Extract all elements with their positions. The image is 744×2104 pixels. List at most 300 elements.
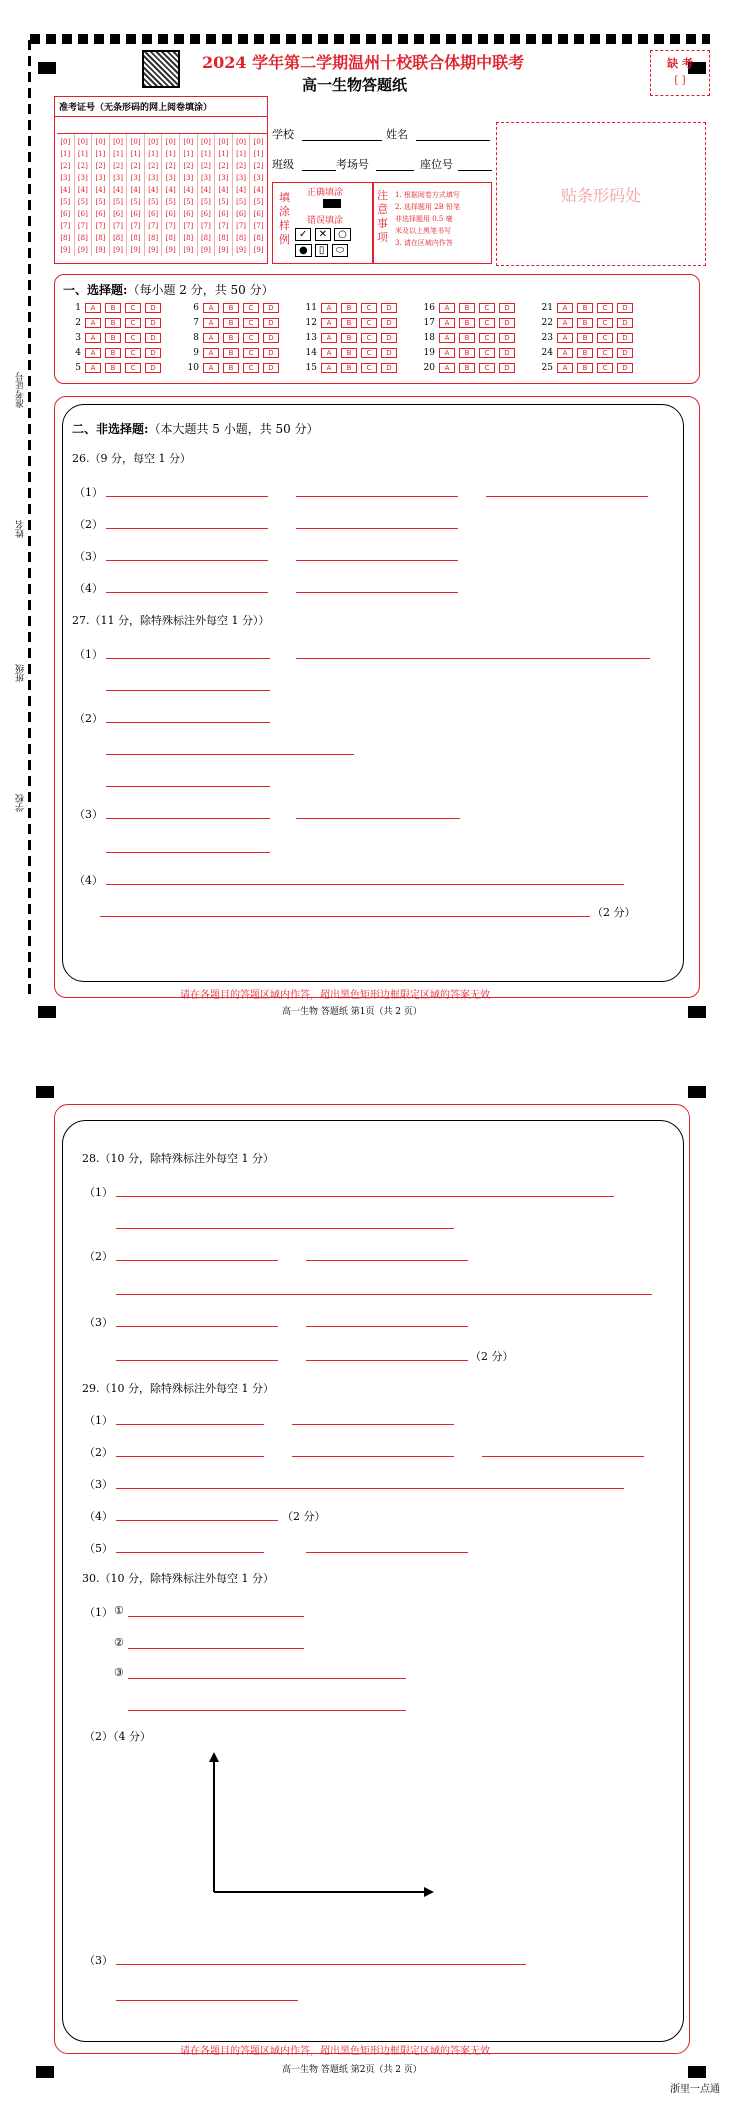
choice-option[interactable]: D [263, 303, 279, 313]
exam-id-digit[interactable]: [0] [253, 138, 264, 146]
choice-option[interactable]: B [223, 363, 239, 373]
choice-option[interactable]: C [479, 348, 495, 358]
choice-option[interactable]: B [577, 333, 593, 343]
exam-id-digit[interactable]: [5] [236, 198, 247, 206]
exam-id-digit[interactable]: [3] [236, 174, 247, 182]
choice-option[interactable]: A [85, 363, 101, 373]
answer-line[interactable] [306, 1360, 468, 1361]
choice-option[interactable]: C [479, 303, 495, 313]
exam-id-digit[interactable]: [8] [113, 234, 123, 242]
exam-id-digit[interactable]: [2] [200, 162, 211, 170]
answer-line[interactable] [106, 818, 270, 819]
choice-option[interactable]: B [577, 318, 593, 328]
choice-option[interactable]: C [243, 303, 259, 313]
choice-option[interactable]: A [439, 303, 455, 313]
exam-id-digit[interactable]: [0] [60, 138, 71, 146]
exam-id-digit[interactable]: [6] [236, 210, 247, 218]
choice-option[interactable]: B [223, 318, 239, 328]
choice-option[interactable]: A [439, 333, 455, 343]
q28-part-1: （1） [84, 1186, 113, 1199]
choice-option[interactable]: A [321, 348, 337, 358]
q27-part-2: （2） [74, 712, 103, 725]
choice-question [419, 363, 519, 373]
choice-option[interactable]: C [479, 318, 495, 328]
answer-line[interactable] [128, 1648, 304, 1649]
exam-id-digit[interactable]: [2] [130, 162, 141, 170]
exam-id-digit[interactable]: [1] [236, 150, 247, 158]
exam-id-digit[interactable]: [5] [60, 198, 71, 206]
question-number: 3 [75, 333, 81, 343]
choice-option[interactable]: D [499, 333, 515, 343]
name-label: 姓名 [386, 128, 408, 141]
exam-id-digit[interactable]: [6] [113, 210, 123, 218]
exam-id-digit[interactable]: [7] [60, 222, 71, 230]
choice-option[interactable]: D [145, 333, 161, 343]
exam-id-digit[interactable]: [9] [113, 246, 123, 254]
choice-option[interactable]: D [263, 318, 279, 328]
exam-id-digit[interactable]: [4] [165, 186, 176, 194]
choice-option[interactable]: C [479, 333, 495, 343]
choice-option[interactable]: D [263, 363, 279, 373]
choice-option[interactable]: A [85, 348, 101, 358]
exam-id-column [198, 134, 216, 256]
exam-id-digit[interactable]: [9] [253, 246, 264, 254]
choice-option[interactable]: A [203, 303, 219, 313]
exam-id-digit[interactable]: [1] [113, 150, 123, 158]
answer-line[interactable] [482, 1456, 644, 1457]
choice-option[interactable]: B [223, 333, 239, 343]
exam-id-digit[interactable]: [1] [77, 150, 88, 158]
exam-id-digit[interactable]: [3] [130, 174, 141, 182]
exam-id-digit[interactable]: [5] [113, 198, 123, 206]
exam-id-digit[interactable]: [1] [95, 150, 106, 158]
exam-id-digit[interactable]: [4] [60, 186, 71, 194]
choice-option[interactable]: A [439, 318, 455, 328]
exam-id-digit[interactable]: [2] [148, 162, 159, 170]
answer-line[interactable] [116, 1196, 614, 1197]
exam-id-digit[interactable]: [4] [253, 186, 264, 194]
choice-option[interactable]: C [125, 303, 141, 313]
answer-line[interactable] [128, 1616, 304, 1617]
choice-option[interactable]: C [597, 348, 613, 358]
exam-id-digit[interactable]: [8] [130, 234, 141, 242]
answer-line[interactable] [296, 496, 458, 497]
qr-code [142, 50, 180, 88]
choice-option[interactable]: C [125, 348, 141, 358]
choice-option[interactable]: D [145, 348, 161, 358]
choice-option[interactable]: D [381, 318, 397, 328]
exam-id-digit[interactable]: [3] [183, 174, 194, 182]
choice-option[interactable]: A [203, 363, 219, 373]
exam-id-digit[interactable]: [2] [253, 162, 264, 170]
choice-question [537, 363, 637, 373]
choice-option[interactable]: A [85, 333, 101, 343]
exam-id-digit[interactable]: [1] [60, 150, 71, 158]
answer-line[interactable] [296, 818, 460, 819]
choice-option[interactable]: A [557, 363, 573, 373]
answer-line[interactable] [116, 1228, 454, 1229]
choice-option[interactable]: D [145, 363, 161, 373]
answer-line[interactable] [292, 1424, 454, 1425]
choice-option[interactable]: B [105, 303, 121, 313]
choice-option[interactable]: C [361, 348, 377, 358]
choice-option[interactable]: B [105, 363, 121, 373]
exam-id-digit[interactable]: [9] [165, 246, 176, 254]
exam-id-digit[interactable]: [4] [183, 186, 194, 194]
exam-id-digit[interactable]: [9] [183, 246, 194, 254]
exam-id-digit[interactable]: [4] [148, 186, 159, 194]
choice-option[interactable]: A [557, 318, 573, 328]
exam-id-digit[interactable]: [3] [95, 174, 106, 182]
choice-option[interactable]: C [361, 363, 377, 373]
choice-option[interactable]: B [459, 303, 475, 313]
answer-line[interactable] [116, 1552, 264, 1553]
exam-id-digit[interactable]: [3] [113, 174, 123, 182]
choice-option[interactable]: D [617, 318, 633, 328]
exam-id-digit[interactable]: [8] [165, 234, 176, 242]
choice-option[interactable]: A [321, 318, 337, 328]
exam-id-digit[interactable]: [7] [183, 222, 194, 230]
exam-id-digit[interactable]: [4] [77, 186, 88, 194]
q30-circle-1: ① [114, 1604, 124, 1617]
exam-id-digit[interactable]: [4] [236, 186, 247, 194]
exam-id-digit[interactable]: [6] [95, 210, 106, 218]
answer-line[interactable] [296, 560, 458, 561]
exam-id-digit[interactable]: [1] [148, 150, 159, 158]
exam-id-digit[interactable]: [5] [77, 198, 88, 206]
exam-id-digit[interactable]: [7] [165, 222, 176, 230]
exam-id-digit[interactable]: [6] [183, 210, 194, 218]
exam-id-digit[interactable]: [5] [200, 198, 211, 206]
side-label: 准考证号 [16, 372, 26, 408]
exam-id-digit[interactable]: [7] [236, 222, 247, 230]
exam-id-digit[interactable]: [5] [95, 198, 106, 206]
exam-id-digit[interactable]: [8] [236, 234, 247, 242]
choice-option[interactable]: B [105, 318, 121, 328]
choice-option[interactable]: C [479, 363, 495, 373]
exam-id-digit[interactable]: [4] [200, 186, 211, 194]
answer-line[interactable] [116, 1360, 278, 1361]
question-number: 9 [193, 348, 199, 358]
exam-id-digit[interactable]: [8] [148, 234, 159, 242]
q27-part-4: （4） [74, 874, 103, 887]
answer-line[interactable] [128, 1678, 406, 1679]
q30-title: 30.（10 分，除特殊标注外每空 1 分） [82, 1572, 274, 1585]
answer-line[interactable] [100, 916, 590, 917]
exam-id-digit[interactable]: [2] [113, 162, 123, 170]
exam-id-digit[interactable]: [9] [148, 246, 159, 254]
choice-option[interactable]: D [381, 303, 397, 313]
choice-option[interactable]: C [125, 363, 141, 373]
exam-id-digit[interactable]: [1] [218, 150, 229, 158]
exam-id-digit[interactable]: [4] [113, 186, 123, 194]
choice-option[interactable]: B [105, 333, 121, 343]
choice-option[interactable]: A [439, 348, 455, 358]
choice-option[interactable]: D [499, 348, 515, 358]
answer-line[interactable] [116, 1424, 264, 1425]
exam-id-digit[interactable]: [0] [113, 138, 123, 146]
exam-id-digit[interactable]: [2] [236, 162, 247, 170]
exam-id-digit[interactable]: [4] [95, 186, 106, 194]
choice-option[interactable]: C [361, 303, 377, 313]
answer-line[interactable] [106, 496, 268, 497]
choice-option[interactable]: A [203, 318, 219, 328]
choice-option[interactable]: D [263, 333, 279, 343]
choice-option[interactable]: A [203, 348, 219, 358]
choice-option[interactable]: B [577, 303, 593, 313]
answer-line[interactable] [306, 1260, 468, 1261]
choice-option[interactable]: D [381, 363, 397, 373]
choice-option[interactable]: B [341, 318, 357, 328]
choice-option[interactable]: C [361, 318, 377, 328]
exam-id-digit[interactable]: [3] [253, 174, 264, 182]
exam-id-digit[interactable]: [7] [113, 222, 123, 230]
exam-id-digit[interactable]: [5] [253, 198, 264, 206]
answer-line[interactable] [116, 1520, 278, 1521]
choice-option[interactable]: D [617, 303, 633, 313]
exam-id-digit[interactable]: [3] [60, 174, 71, 182]
answer-line[interactable] [106, 528, 268, 529]
choice-option[interactable]: B [223, 303, 239, 313]
choice-option[interactable]: A [557, 333, 573, 343]
exam-id-digit[interactable]: [2] [95, 162, 106, 170]
choice-option[interactable]: C [597, 333, 613, 343]
exam-id-digit[interactable]: [2] [183, 162, 194, 170]
answer-line[interactable] [106, 786, 270, 787]
exam-id-digit[interactable]: [0] [148, 138, 159, 146]
answer-line[interactable] [306, 1552, 468, 1553]
answer-line[interactable] [296, 592, 458, 593]
choice-option[interactable]: A [321, 303, 337, 313]
choice-option[interactable]: B [341, 348, 357, 358]
exam-id-digit[interactable]: [9] [130, 246, 141, 254]
exam-id-digit[interactable]: [1] [183, 150, 194, 158]
answer-line[interactable] [116, 1326, 278, 1327]
exam-id-digit[interactable]: [1] [253, 150, 264, 158]
choice-option[interactable]: B [459, 363, 475, 373]
choice-option[interactable]: C [597, 318, 613, 328]
answer-line[interactable] [306, 1326, 468, 1327]
seat-label: 座位号 [420, 158, 453, 171]
answer-line[interactable] [486, 496, 648, 497]
exam-id-digit[interactable]: [7] [95, 222, 106, 230]
choice-option[interactable]: D [617, 348, 633, 358]
page-footer: 高一生物 答题纸 第1页（共 2 页） [282, 1007, 422, 1017]
choice-option[interactable]: B [341, 303, 357, 313]
choice-question [183, 303, 283, 313]
exam-id-digit[interactable]: [9] [95, 246, 106, 254]
choice-option[interactable]: C [243, 348, 259, 358]
answer-line[interactable] [106, 884, 624, 885]
choice-option[interactable]: A [557, 303, 573, 313]
choice-option[interactable]: C [243, 363, 259, 373]
answer-line[interactable] [106, 852, 270, 853]
page-footer: 高一生物 答题纸 第2页（共 2 页） [282, 2065, 422, 2075]
corner-marker [688, 1006, 706, 1018]
choice-option[interactable]: D [617, 333, 633, 343]
choice-option[interactable]: B [577, 348, 593, 358]
exam-id-column [215, 134, 233, 256]
exam-id-digit[interactable]: [4] [218, 186, 229, 194]
q29-part-2: （2） [84, 1446, 113, 1459]
exam-id-digit[interactable]: [8] [60, 234, 71, 242]
exam-id-digit[interactable]: [6] [77, 210, 88, 218]
choice-option[interactable]: D [499, 318, 515, 328]
answer-line[interactable] [116, 1294, 652, 1295]
exam-id-digit[interactable]: [0] [200, 138, 211, 146]
answer-line[interactable] [106, 560, 268, 561]
exam-id-digit[interactable]: [3] [200, 174, 211, 182]
exam-id-digit[interactable]: [7] [130, 222, 141, 230]
answer-line[interactable] [106, 722, 270, 723]
exam-id-digit[interactable]: [3] [218, 174, 229, 182]
exam-id-digit[interactable]: [9] [60, 246, 71, 254]
absent-box[interactable] [650, 50, 710, 96]
exam-id-digit[interactable]: [7] [200, 222, 211, 230]
choice-option[interactable]: D [145, 318, 161, 328]
absent-checkbox[interactable]: [ ] [674, 75, 686, 86]
choice-option[interactable]: D [499, 303, 515, 313]
answer-line[interactable] [106, 754, 354, 755]
exam-id-digit[interactable]: [9] [218, 246, 229, 254]
exam-id-digit[interactable]: [2] [165, 162, 176, 170]
choice-option[interactable]: B [459, 318, 475, 328]
choice-option[interactable]: B [577, 363, 593, 373]
choice-question [65, 318, 165, 328]
choice-option[interactable]: C [597, 363, 613, 373]
choice-option[interactable]: D [617, 363, 633, 373]
exam-id-digit[interactable]: [7] [77, 222, 88, 230]
exam-id-digit[interactable]: [1] [130, 150, 141, 158]
choice-option[interactable]: D [145, 303, 161, 313]
exam-id-digit[interactable]: [1] [200, 150, 211, 158]
q27-part-1: （1） [74, 648, 103, 661]
choice-option[interactable]: A [321, 363, 337, 373]
answer-line[interactable] [106, 690, 270, 691]
choice-option[interactable]: B [105, 348, 121, 358]
choice-option[interactable]: C [361, 333, 377, 343]
choice-option[interactable]: A [85, 303, 101, 313]
choice-option[interactable]: C [243, 333, 259, 343]
page-subtitle: 高一生物答题纸 [302, 76, 408, 94]
correct-fill-mark [323, 199, 341, 208]
blank-axes[interactable] [200, 1752, 440, 1902]
exam-id-digit[interactable]: [3] [148, 174, 159, 182]
answer-line[interactable] [106, 658, 270, 659]
answer-line[interactable] [296, 658, 650, 659]
exam-id-digit[interactable]: [2] [60, 162, 71, 170]
exam-id-digit[interactable]: [8] [218, 234, 229, 242]
answer-line[interactable] [116, 1964, 526, 1965]
exam-id-digit[interactable]: [0] [77, 138, 88, 146]
exam-id-digit[interactable]: [7] [253, 222, 264, 230]
exam-id-digit[interactable]: [1] [165, 150, 176, 158]
exam-id-digit[interactable]: [6] [200, 210, 211, 218]
choice-option[interactable]: D [381, 348, 397, 358]
exam-id-columns [55, 134, 267, 256]
exam-id-digit[interactable]: [9] [77, 246, 88, 254]
exam-id-digit[interactable]: [8] [95, 234, 106, 242]
exam-id-digit[interactable]: [0] [165, 138, 176, 146]
exam-id-digit[interactable]: [5] [218, 198, 229, 206]
exam-id-digit[interactable]: [8] [77, 234, 88, 242]
choice-option[interactable]: A [321, 333, 337, 343]
exam-id-digit[interactable]: [7] [148, 222, 159, 230]
exam-id-digit[interactable]: [5] [183, 198, 194, 206]
choice-option[interactable]: C [243, 318, 259, 328]
exam-id-digit[interactable]: [0] [95, 138, 106, 146]
choice-option[interactable]: A [439, 363, 455, 373]
exam-id-digit[interactable]: [5] [165, 198, 176, 206]
exam-id-digit[interactable]: [0] [130, 138, 141, 146]
exam-id-digit[interactable]: [6] [60, 210, 71, 218]
answer-line[interactable] [106, 592, 268, 593]
exam-id-digit[interactable]: [8] [183, 234, 194, 242]
exam-id-digit[interactable]: [7] [218, 222, 229, 230]
answer-line[interactable] [116, 1488, 624, 1489]
exam-id-column [127, 134, 145, 256]
exam-id-digit[interactable]: [6] [130, 210, 141, 218]
choice-option[interactable]: B [341, 333, 357, 343]
answer-line[interactable] [292, 1456, 454, 1457]
choice-option[interactable]: C [125, 333, 141, 343]
exam-id-digit[interactable]: [8] [200, 234, 211, 242]
exam-id-digit[interactable]: [9] [236, 246, 247, 254]
exam-id-digit[interactable]: [6] [165, 210, 176, 218]
choice-option[interactable]: B [459, 333, 475, 343]
choice-option[interactable]: D [499, 363, 515, 373]
exam-id-digit[interactable]: [5] [130, 198, 141, 206]
choice-option[interactable]: B [223, 348, 239, 358]
choice-option[interactable]: B [341, 363, 357, 373]
exam-id-digit[interactable]: [2] [218, 162, 229, 170]
exam-id-digit[interactable]: [0] [183, 138, 194, 146]
answer-line[interactable] [116, 1456, 264, 1457]
q29-title: 29.（10 分，除特殊标注外每空 1 分） [82, 1382, 274, 1395]
question-number: 22 [541, 318, 553, 328]
exam-id-digit[interactable]: [6] [148, 210, 159, 218]
answer-line[interactable] [116, 1260, 278, 1261]
choice-option[interactable]: B [459, 348, 475, 358]
choice-option[interactable]: C [125, 318, 141, 328]
exam-id-digit[interactable]: [4] [130, 186, 141, 194]
choice-option[interactable]: A [85, 318, 101, 328]
exam-id-digit[interactable]: [9] [200, 246, 211, 254]
exam-id-digit[interactable]: [8] [253, 234, 264, 242]
exam-id-digit[interactable]: [2] [77, 162, 88, 170]
exam-id-digit[interactable]: [5] [148, 198, 159, 206]
exam-id-digit[interactable]: [3] [165, 174, 176, 182]
exam-id-digit[interactable]: [6] [218, 210, 229, 218]
q29-part-4: （4） [84, 1510, 113, 1523]
answer-line[interactable] [296, 528, 458, 529]
answer-line[interactable] [128, 1710, 406, 1711]
choice-question [301, 348, 401, 358]
answer-line[interactable] [116, 2000, 298, 2001]
exam-id-digit[interactable]: [0] [236, 138, 247, 146]
choice-option[interactable]: C [597, 303, 613, 313]
question-number: 15 [305, 363, 317, 373]
exam-id-digit[interactable]: [3] [77, 174, 88, 182]
exam-id-digit[interactable]: [6] [253, 210, 264, 218]
choice-option[interactable]: D [381, 333, 397, 343]
choice-option[interactable]: D [263, 348, 279, 358]
choice-option[interactable]: A [203, 333, 219, 343]
q27-title: 27.（11 分，除特殊标注外每空 1 分）） [72, 614, 270, 627]
choice-option[interactable]: A [557, 348, 573, 358]
q30-part-1: （1） [84, 1606, 113, 1619]
exam-id-digit[interactable]: [0] [218, 138, 229, 146]
